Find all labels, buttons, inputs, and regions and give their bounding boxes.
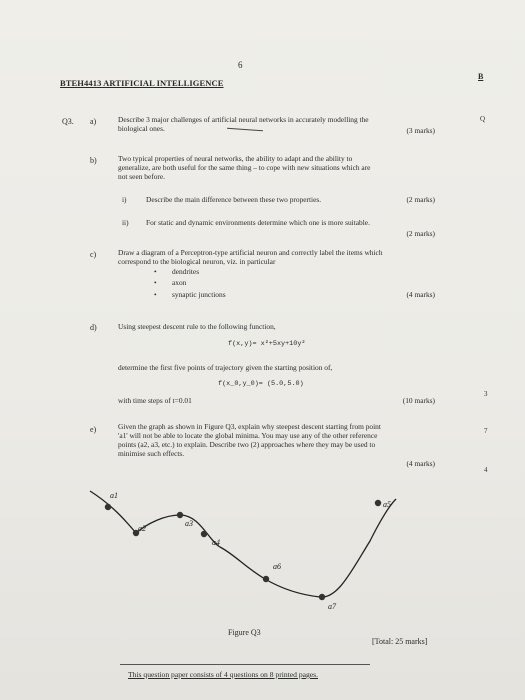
part-c-label: c) [90, 250, 97, 259]
part-e-marks: (4 marks) [406, 459, 435, 468]
point-a4 [201, 531, 207, 537]
course-title: BTEH4413 ARTIFICIAL INTELLIGENCE [60, 78, 224, 88]
part-c-marks: (4 marks) [406, 290, 435, 299]
part-c-text-line1: Draw a diagram of a Perceptron-type artificial neuron and correctly label the items which [118, 248, 383, 257]
part-e-text-line1: Given the graph as shown in Figure Q3, explain why steepest descent starting from point [118, 422, 381, 431]
part-a-text-line2: biological ones. [118, 124, 165, 133]
part-d-text-line3: with time steps of t=0.01 [118, 396, 192, 405]
part-d-text-line1: Using steepest descent rule to the following function, [118, 322, 276, 331]
margin-note: 3 [484, 390, 488, 398]
part-b-i-marks: (2 marks) [406, 195, 435, 204]
margin-note: 4 [484, 466, 488, 474]
part-b-text-line1: Two typical properties of neural networks, the ability to adapt and the ability to [118, 154, 353, 163]
part-b-ii-marks: (2 marks) [406, 229, 435, 238]
label-a3: a3 [185, 519, 193, 528]
margin-note: 7 [484, 427, 488, 435]
total-marks: [Total: 25 marks] [372, 637, 428, 646]
part-b-text-line3: not seen before. [118, 172, 165, 181]
margin-note: Q [480, 115, 486, 123]
label-a1: a1 [110, 491, 118, 500]
point-a6 [263, 576, 269, 582]
start-position: f(x_0,y_0)= (5.0,5.0) [218, 380, 304, 388]
part-d-marks: (10 marks) [402, 396, 435, 405]
question-number: Q3. [62, 117, 74, 126]
part-c-text-line2: correspond to the biological neuron, viz. in particular [118, 257, 276, 266]
list-item: • dendrites [172, 267, 199, 276]
part-e-label: e) [90, 425, 97, 434]
part-b-i-label: i) [122, 195, 127, 204]
part-a-label: a) [90, 117, 97, 126]
part-d-label: d) [90, 323, 97, 332]
figure-caption: Figure Q3 [228, 628, 261, 637]
part-a-marks: (3 marks) [406, 126, 435, 135]
list-item: • axon [172, 278, 186, 287]
part-b-label: b) [90, 156, 97, 165]
point-a5 [375, 500, 381, 506]
label-a6: a6 [273, 562, 281, 571]
part-e-text-line4: minimise such effects. [118, 449, 185, 458]
part-b-ii-label: ii) [122, 218, 129, 227]
label-a4: a4 [212, 538, 220, 547]
cost-curve [90, 491, 396, 597]
part-a-text-line1: Describe 3 major challenges of artificial neural networks in accurately modelling the [118, 115, 369, 124]
part-e-text-line3: points (a2, a3, etc.) to explain. Describe two (2) approaches where they may be used to [118, 440, 376, 449]
part-b-ii-text: For static and dynamic environments determine which one is more suitable. [146, 218, 370, 227]
corner-mark: B [478, 72, 484, 81]
list-item: • synaptic junctions [172, 290, 226, 299]
pen-underline [227, 128, 263, 132]
footer-note: This question paper consists of 4 questions on 8 printed pages. [128, 670, 319, 679]
part-b-text-line2: generalize, are both useful for the same thing – to cope with new situations which are [118, 163, 371, 172]
figure-q3-curve [70, 485, 420, 625]
part-d-text-line2: determine the first five points of trajectory given the starting position of, [118, 363, 333, 372]
point-a1 [105, 504, 111, 510]
point-a3 [177, 512, 183, 518]
label-a2: a2 [138, 524, 146, 533]
point-a7 [319, 594, 325, 600]
page-number: 6 [238, 60, 243, 70]
part-b-i-text: Describe the main difference between these two properties. [146, 195, 322, 204]
label-a7: a7 [328, 602, 336, 611]
label-a5: a5 [383, 500, 391, 509]
function-formula: f(x,y)= x²+5xy+10y² [228, 340, 306, 348]
part-e-text-line2: 'a1' will not be able to locate the global minima. You may use any of the other reference [118, 431, 378, 440]
